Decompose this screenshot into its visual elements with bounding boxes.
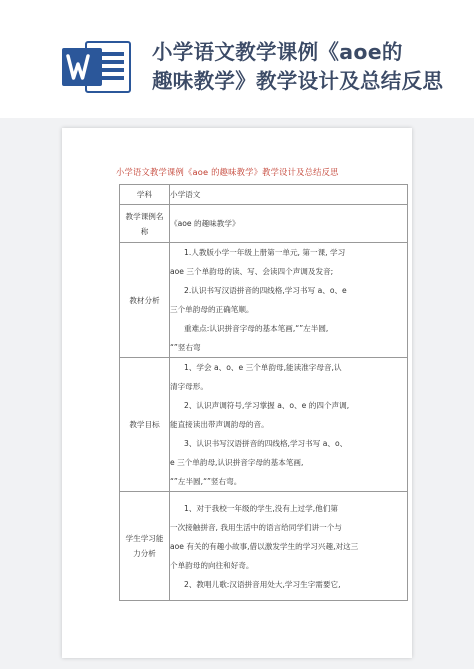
title-line-2: 趣味教学》教学设计及总结反思 (152, 69, 444, 93)
content-line: 2、教唱儿歌:汉语拼音用处大,学习生字需要它, (184, 579, 341, 589)
content-line: 3、认识书写汉语拼音的四线格,学习书写 a、o、 (184, 439, 348, 448)
content-line: 重难点:认识拼音字母的基本笔画,“”左半圆, (184, 324, 329, 333)
row-content-subject (170, 185, 408, 205)
table-row (120, 358, 408, 492)
row-content-learner-analysis (170, 492, 408, 601)
row-content-textbook-analysis (170, 243, 408, 358)
document-page (62, 128, 412, 658)
label-line: 学生学习能 (125, 534, 164, 543)
table-row (120, 243, 408, 358)
title-line-1: 小学语文教学课例《aoe的 (152, 40, 403, 64)
content-line: 《aoe 的趣味教学》 (170, 219, 240, 228)
row-content-lesson-name (170, 205, 408, 243)
content-line: “”竖右弯 (170, 343, 201, 352)
row-label-subject: 学科 (120, 185, 170, 205)
content-line: “”左半圆,“”竖右弯。 (170, 477, 242, 486)
page-title (152, 38, 462, 96)
header-banner (0, 0, 474, 118)
content-line: 1.人教版小学一年级上册第一单元, 第一课, 学习 (184, 248, 346, 257)
row-label-textbook-analysis: 教材分析 (120, 243, 170, 358)
lesson-plan-table (119, 184, 408, 601)
content-line: aoe 三个单韵母的读、写、会读四个声调及发音; (170, 267, 334, 276)
table-row (120, 205, 408, 243)
content-line: 小学语文 (170, 190, 201, 199)
row-content-teaching-goals (170, 358, 408, 492)
content-line: 2、认识声调符号,学习掌握 a、o、e 的四个声调, (184, 401, 350, 410)
row-label-learner-analysis (120, 492, 170, 601)
content-line: 能直接读出带声调韵母的音。 (170, 420, 269, 429)
content-line: 一次接触拼音, 我用生活中的语言给同学们讲一个与 (170, 522, 342, 532)
label-line: 教学课例名 (125, 211, 164, 221)
word-document-icon (60, 38, 132, 96)
label-line: 力分析 (133, 549, 156, 558)
content-line: 1、学会 a、o、e 三个单韵母,能读准字母音,认 (184, 363, 342, 372)
row-label-lesson-name (120, 205, 170, 243)
row-label-teaching-goals: 教学目标 (120, 358, 170, 492)
content-line: 1、对于我校一年级的学生,没有上过学,他们第 (184, 503, 338, 513)
content-line: 个单韵母的向往和好奇。 (170, 560, 254, 570)
label-line: 称 (140, 226, 149, 236)
content-line: 2.认识书写汉语拼音的四线格,学习书写 a、o、e (184, 286, 347, 295)
content-line: 三个单韵母的正确笔顺。 (170, 305, 254, 314)
table-row (120, 185, 408, 205)
document-heading: 小学语文教学课例《aoe 的趣味教学》教学设计及总结反思 (116, 167, 339, 177)
content-line: aoe 有关的有趣小故事,借以激发学生的学习兴趣,对这三 (170, 541, 359, 551)
content-line: e 三个单韵母,认识拼音字母的基本笔画, (170, 458, 304, 467)
content-line: 清字母形。 (170, 382, 208, 391)
table-row (120, 492, 408, 601)
